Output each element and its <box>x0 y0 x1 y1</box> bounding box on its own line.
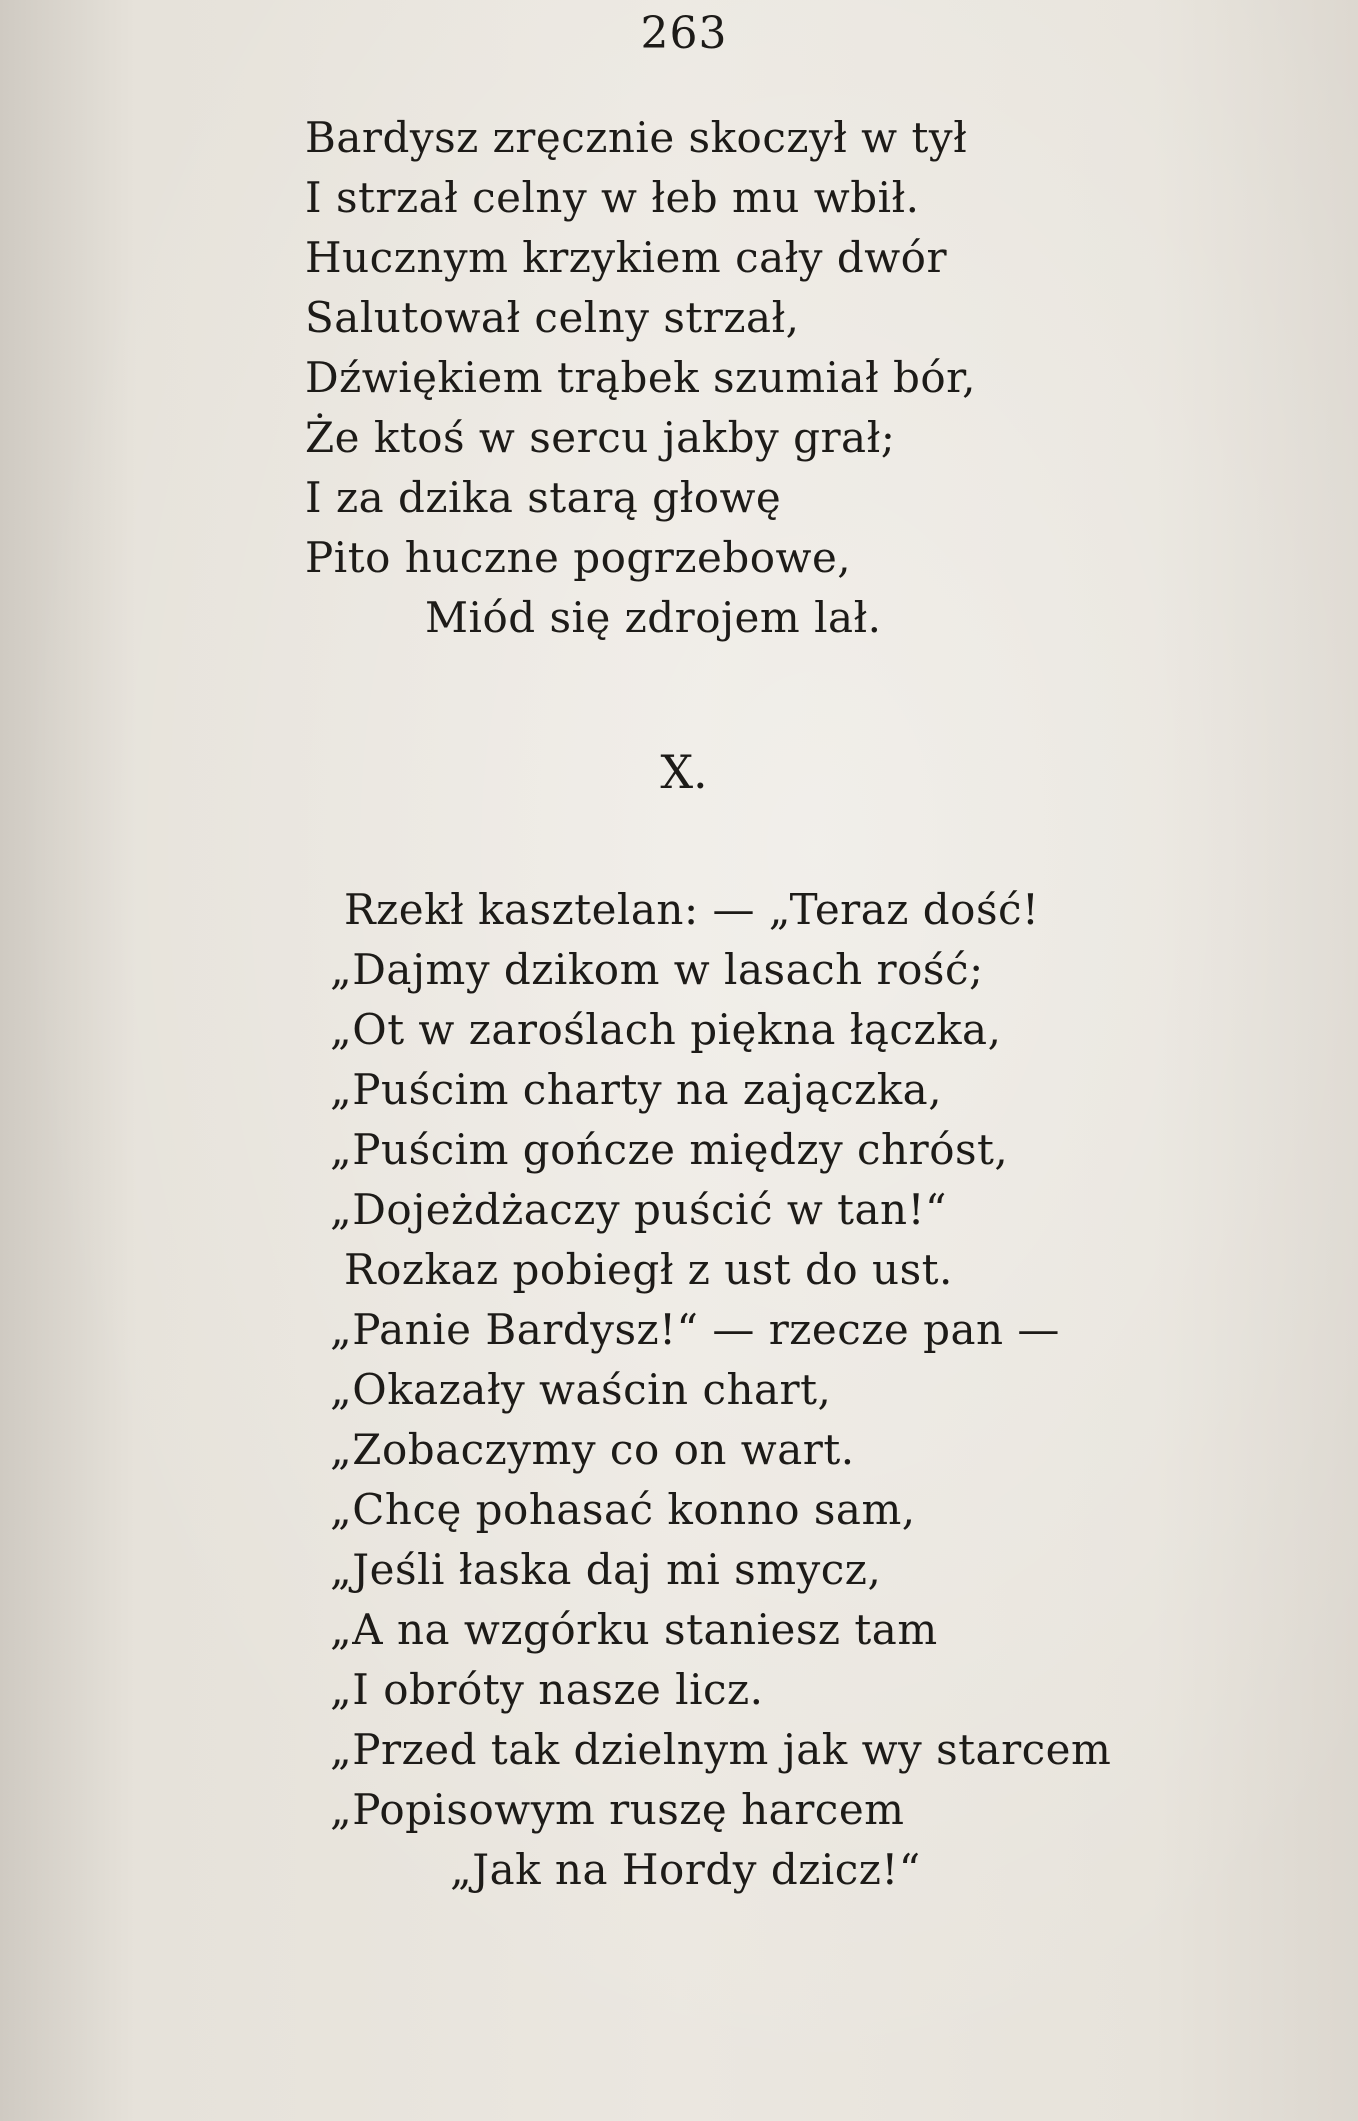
verse-line: Pito huczne pogrzebowe, <box>305 533 852 582</box>
verse-line: „Popisowym ruszę harcem <box>330 1785 905 1834</box>
verse-line: Dźwiękiem trąbek szumiał bór, <box>305 353 976 402</box>
stanza-1 <box>305 108 976 648</box>
verse-line: „Jeśli łaska daj mi smycz, <box>330 1545 882 1594</box>
verse-line: „A na wzgórku staniesz tam <box>330 1605 938 1654</box>
verse-line: Miód się zdrojem lał. <box>425 593 882 642</box>
verse-line: „Okazały waścin chart, <box>330 1365 832 1414</box>
verse-line: Rzekł kasztelan: — „Teraz dość! <box>344 885 1040 934</box>
verse-line: „Puścim charty na zajączka, <box>330 1065 943 1114</box>
verse-line: „Zobaczymy co on wart. <box>330 1425 855 1474</box>
verse-line: I za dzika starą głowę <box>305 473 782 522</box>
stanza-2 <box>330 880 1111 1900</box>
page-number: 263 <box>640 8 728 59</box>
verse-line: Salutował celny strzał, <box>305 293 800 342</box>
verse-line: „Panie Bardysz!“ — rzecze pan — <box>330 1305 1060 1354</box>
verse-line: „Chcę pohasać konno sam, <box>330 1485 916 1534</box>
verse-line: „Puścim gończe między chróst, <box>330 1125 1009 1174</box>
verse-line: Rozkaz pobiegł z ust do ust. <box>344 1245 953 1294</box>
verse-line: Bardysz zręcznie skoczył w tył <box>305 113 968 162</box>
verse-line: I strzał celny w łeb mu wbił. <box>305 173 920 222</box>
verse-line: „Jak na Hordy dzicz!“ <box>450 1845 921 1894</box>
section-title: X. <box>660 745 708 799</box>
verse-line: „I obróty nasze licz. <box>330 1665 764 1714</box>
verse-line: Że ktoś w sercu jakby grał; <box>305 413 896 462</box>
verse-line: „Ot w zaroślach piękna łączka, <box>330 1005 1002 1054</box>
verse-line: „Dajmy dzikom w lasach rość; <box>330 945 984 994</box>
verse-line: Hucznym krzykiem cały dwór <box>305 233 948 282</box>
verse-line: „Dojeżdżaczy puścić w tan!“ <box>330 1185 947 1234</box>
verse-line: „Przed tak dzielnym jak wy starcem <box>330 1725 1112 1774</box>
